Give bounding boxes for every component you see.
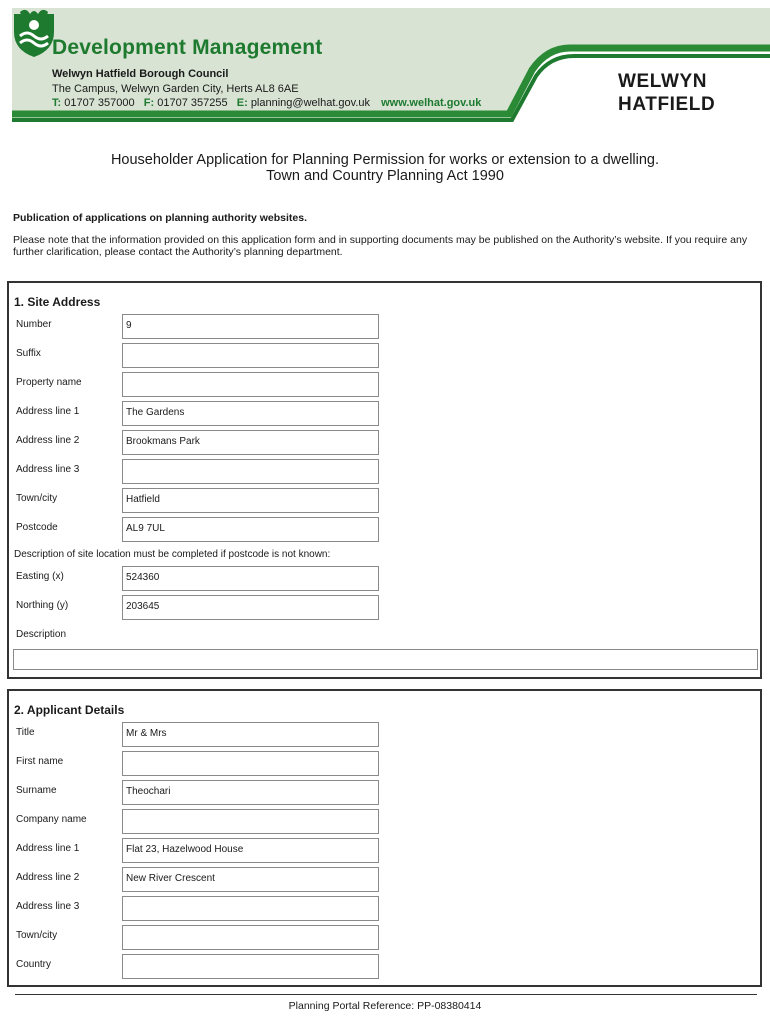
field-row-address-line-2 [9, 867, 760, 892]
header-banner [12, 8, 770, 132]
publication-heading: Publication of applications on planning authority websites. [13, 212, 308, 224]
email-label: E: [236, 97, 248, 109]
applicant-address-line-3-input[interactable] [122, 896, 379, 921]
website-link[interactable]: www.welhat.gov.uk [381, 97, 482, 109]
field-row-suffix [9, 343, 760, 368]
town-city-input[interactable] [122, 488, 379, 513]
field-row-address-line-1 [9, 838, 760, 863]
field-value: Hatfield [126, 494, 160, 505]
council-logo-text [618, 70, 715, 116]
field-value: Brookmans Park [126, 436, 200, 447]
easting-input[interactable] [122, 566, 379, 591]
field-label: Property name [16, 377, 82, 388]
footer-divider [15, 994, 757, 995]
description-input[interactable] [13, 649, 758, 670]
field-label: Number [16, 319, 52, 330]
field-label: Company name [16, 814, 87, 825]
field-label: Address line 3 [16, 464, 80, 475]
field-label: Title [16, 727, 35, 738]
field-row-address-line-3 [9, 459, 760, 484]
field-label: Surname [16, 785, 57, 796]
council-address: The Campus, Welwyn Garden City, Herts AL8 6AE [52, 83, 299, 95]
email-link[interactable]: planning@welhat.gov.uk [250, 97, 371, 109]
form-title [0, 152, 770, 184]
field-row-number [9, 314, 760, 339]
field-value: Flat 23, Hazelwood House [126, 844, 244, 855]
postcode-input[interactable] [122, 517, 379, 542]
banner-title: Development Management [52, 36, 323, 59]
field-row-postcode [9, 517, 760, 542]
field-row-surname [9, 780, 760, 805]
field-label: Address line 1 [16, 406, 80, 417]
description-label: Description [16, 629, 67, 640]
property-name-input[interactable] [122, 372, 379, 397]
form-title-line1: Householder Application for Planning Permission for works or extension to a dwelling. [110, 152, 660, 168]
form-title-line2: Town and Country Planning Act 1990 [266, 168, 504, 184]
field-value: 524360 [126, 572, 160, 583]
applicant-address-line-2-input[interactable] [122, 867, 379, 892]
field-value: 203645 [126, 601, 160, 612]
field-label: Town/city [16, 930, 58, 941]
section-title: 1. Site Address [14, 295, 101, 309]
company-name-input[interactable] [122, 809, 379, 834]
field-label: Suffix [16, 348, 41, 359]
field-row-easting [9, 566, 760, 591]
applicant-address-line-1-input[interactable] [122, 838, 379, 863]
fax-label: F: [143, 97, 155, 109]
field-label: Address line 2 [16, 435, 80, 446]
number-input[interactable] [122, 314, 379, 339]
portal-reference: Planning Portal Reference: PP-08380414 [288, 1000, 482, 1012]
suffix-input[interactable] [122, 343, 379, 368]
field-value: Theochari [126, 786, 171, 797]
address-line-1-input[interactable] [122, 401, 379, 426]
first-name-input[interactable] [122, 751, 379, 776]
title-input[interactable] [122, 722, 379, 747]
field-value: 9 [126, 320, 132, 331]
field-label: Address line 1 [16, 843, 80, 854]
council-crest-icon [12, 8, 56, 58]
field-label: Address line 3 [16, 901, 80, 912]
address-line-3-input[interactable] [122, 459, 379, 484]
field-label: Northing (y) [16, 600, 69, 611]
field-row-country [9, 954, 760, 979]
tel-label: T: [52, 97, 62, 109]
section-title: 2. Applicant Details [14, 703, 125, 717]
address-line-2-input[interactable] [122, 430, 379, 455]
field-row-town-city [9, 925, 760, 950]
location-note: Description of site location must be completed if postcode is not known: [14, 549, 331, 560]
council-name: Welwyn Hatfield Borough Council [52, 68, 229, 80]
logo-line-hatfield: HATFIELD [618, 94, 716, 115]
country-input[interactable] [122, 954, 379, 979]
field-label: Town/city [16, 493, 58, 504]
field-label: Easting (x) [16, 571, 64, 582]
field-label: Address line 2 [16, 872, 80, 883]
tel-value: 01707 357000 [64, 97, 135, 109]
applicant-details-section [7, 689, 762, 987]
northing-input[interactable] [122, 595, 379, 620]
field-value: Mr & Mrs [126, 728, 167, 739]
field-row-first-name [9, 751, 760, 776]
field-row-company-name [9, 809, 760, 834]
field-row-northing [9, 595, 760, 620]
field-label: Country [16, 959, 52, 970]
field-row-address-line-2 [9, 430, 760, 455]
field-row-property-name [9, 372, 760, 397]
field-value: New River Crescent [126, 873, 215, 884]
field-row-title [9, 722, 760, 747]
field-value: The Gardens [126, 407, 185, 418]
field-label: First name [16, 756, 64, 767]
fax-value: 01707 357255 [157, 97, 228, 109]
field-label: Postcode [16, 522, 58, 533]
applicant-town-city-input[interactable] [122, 925, 379, 950]
field-row-town-city [9, 488, 760, 513]
field-value: AL9 7UL [126, 523, 165, 534]
site-address-section [7, 281, 762, 679]
surname-input[interactable] [122, 780, 379, 805]
logo-line-welwyn: WELWYN [618, 71, 708, 92]
contact-line [52, 97, 481, 109]
publication-notice: Please note that the information provided on this application form and in supporting documents may be published on the Authority’s website. If you require any further clarification, please contact the Authority’s planning department. [13, 234, 748, 258]
field-row-address-line-3 [9, 896, 760, 921]
field-row-address-line-1 [9, 401, 760, 426]
